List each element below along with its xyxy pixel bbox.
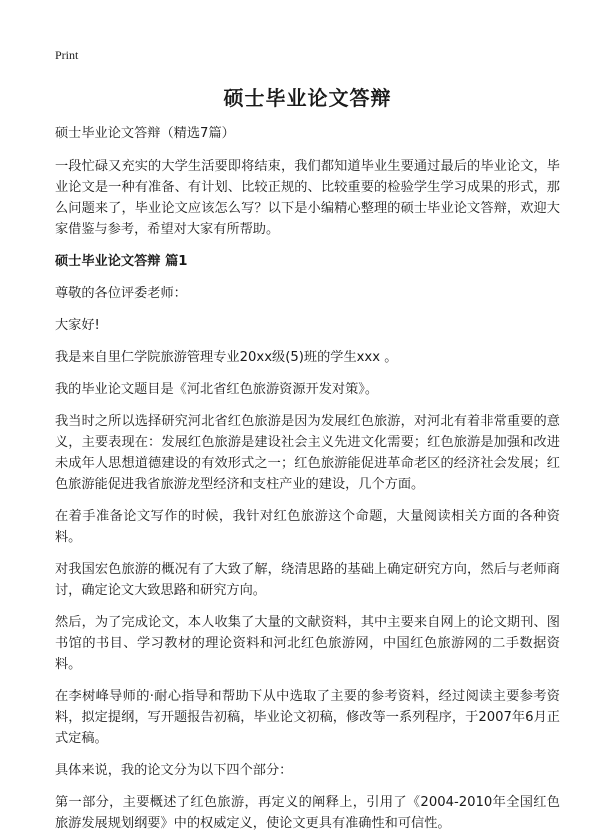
- structure-paragraph: 具体来说，我的论文分为以下四个部分：: [55, 763, 293, 778]
- thesis-title-paragraph: 我的毕业论文题目是《河北省红色旅游资源开发对策》。: [55, 382, 379, 397]
- print-link[interactable]: Print: [55, 48, 79, 62]
- greeting-paragraph: 大家好!: [55, 318, 100, 333]
- section-heading: 硕士毕业论文答辩 篇1: [55, 254, 188, 269]
- document-title: 硕士毕业论文答辩: [223, 86, 392, 110]
- preparation-paragraph: 在着手准备论文写作的时候，我针对红色旅游这个命题，大量阅读相关方面的各种资料。: [55, 509, 560, 545]
- motivation-paragraph: 我当时之所以选择研究河北省红色旅游是因为发展红色旅游，对河北有着非常重要的意义，主要表现在：发展红色旅游是建设社会主义先进文化需要；红色旅游是加强和改进未成年人思想道德建设的有效形式之一；红色旅游能促进革命老区的经济社会发展；红色旅游能促进我省旅游龙型经济和支柱产业的建设，几个方面。: [55, 414, 560, 492]
- sources-paragraph: 然后，为了完成论文，本人收集了大量的文献资料，其中主要来自网上的论文期刊、图书馆的书目、学习教材的理论资料和河北红色旅游网，中国红色旅游网的二手数据资料。: [55, 615, 560, 672]
- part-one-paragraph: 第一部分，主要概述了红色旅游，再定义的阐释上，引用了《2004-2010年全国红色旅游发展规划纲要》中的权威定义，使论文更具有准确性和可信性。: [55, 795, 560, 831]
- guidance-paragraph: 在李树峰导师的·耐心指导和帮助下从中选取了主要的参考资料，经过阅读主要参考资料，拟定提纲，写开题报告初稿，毕业论文初稿，修改等一系列程序，于2007年6月正式定稿。: [55, 689, 560, 746]
- direction-paragraph: 对我国宏色旅游的概况有了大致了解，绕清思路的基础上确定研究方向，然后与老师商讨，确定论文大致思路和研究方向。: [55, 562, 560, 598]
- self-introduction-paragraph: 我是来自里仁学院旅游管理专业20xx级(5)班的学生xxx 。: [55, 350, 398, 365]
- document-subtitle: 硕士毕业论文答辩（精选7篇）: [55, 126, 235, 141]
- salutation-paragraph: 尊敬的各位评委老师：: [55, 286, 187, 301]
- intro-paragraph: 一段忙碌又充实的大学生活要即将结束，我们都知道毕业生要通过最后的毕业论文，毕业论文是一种有准备、有计划、比较正规的、比较重要的检验学生学习成果的形式，那么问题来了，毕业论文应该怎么写？以下是小编精心整理的硕士毕业论文答辩，欢迎大家借鉴与参考，希望对大家有所帮助。: [55, 159, 560, 237]
